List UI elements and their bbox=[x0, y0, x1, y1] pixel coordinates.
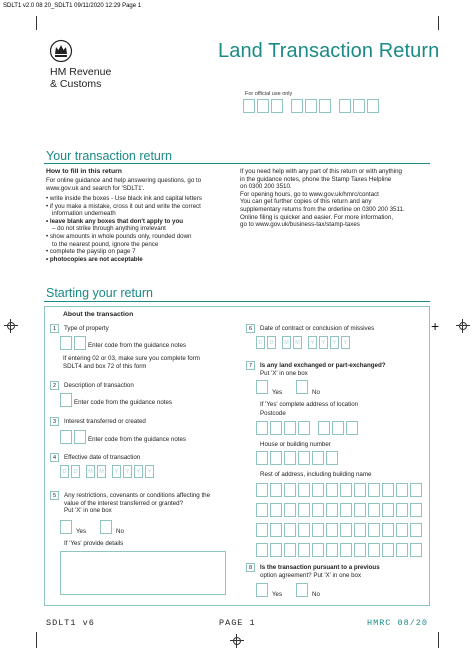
addr-box[interactable] bbox=[270, 543, 282, 557]
crop-mark-icon bbox=[4, 319, 18, 333]
q7-yes-label: Yes bbox=[272, 389, 283, 396]
q1-input-box[interactable] bbox=[74, 336, 86, 350]
addr-box[interactable] bbox=[410, 483, 422, 497]
q6-date-grid bbox=[256, 336, 350, 349]
q3-input-box[interactable] bbox=[60, 430, 72, 444]
postcode-boxes bbox=[256, 421, 358, 435]
trim-mark bbox=[438, 632, 439, 648]
date-cell[interactable]: D bbox=[71, 465, 80, 478]
instructions-list: • write inside the boxes - Use black ink and capital letters • if you make a mistake, cross it out and write the correct information underneath • leave blank any boxes that don't apply to you – do not strike through anything irrelevant • show amounts in whole pounds only, rounded down to the nearest pound, ignore the pence • complete the payslip on page 7 • photocopies are not acceptable bbox=[46, 195, 202, 263]
q8-no-box[interactable] bbox=[296, 583, 308, 597]
crop-mark-icon bbox=[230, 634, 244, 648]
date-cell[interactable]: D bbox=[60, 465, 69, 478]
date-cell[interactable]: M bbox=[86, 465, 95, 478]
q5-yes-box[interactable] bbox=[60, 520, 72, 534]
section-heading-your-return: Your transaction return bbox=[46, 149, 173, 163]
official-box[interactable] bbox=[243, 99, 255, 113]
plus-mark-icon: + bbox=[431, 318, 440, 334]
house-box[interactable] bbox=[270, 451, 282, 465]
q4-label: Effective date of transaction bbox=[64, 454, 141, 461]
question-number: 7 bbox=[246, 361, 255, 370]
addr-box[interactable] bbox=[270, 483, 282, 497]
official-use-boxes bbox=[243, 99, 379, 113]
addr-box[interactable] bbox=[354, 543, 366, 557]
addr-box[interactable] bbox=[284, 543, 296, 557]
official-box[interactable] bbox=[291, 99, 303, 113]
addr-box[interactable] bbox=[298, 483, 310, 497]
q1-note: If entering 02 or 03, make sure you complete form SDLT4 and box 72 of this form bbox=[63, 355, 200, 370]
q5-no-box[interactable] bbox=[100, 520, 112, 534]
section-rule bbox=[44, 163, 430, 164]
trim-mark bbox=[36, 632, 37, 648]
how-to-fill-heading: How to fill in this return bbox=[46, 168, 122, 175]
official-box[interactable] bbox=[257, 99, 269, 113]
section-heading-starting: Starting your return bbox=[46, 286, 153, 300]
footer-hmrc-date: HMRC 08/20 bbox=[367, 618, 429, 628]
addr-box[interactable] bbox=[396, 543, 408, 557]
postcode-box[interactable] bbox=[256, 421, 268, 435]
house-box[interactable] bbox=[312, 451, 324, 465]
addr-box[interactable] bbox=[368, 483, 380, 497]
date-cell[interactable]: D bbox=[256, 336, 265, 349]
q8-yes-box[interactable] bbox=[256, 583, 268, 597]
addr-box[interactable] bbox=[270, 523, 282, 537]
addr-box[interactable] bbox=[382, 503, 394, 517]
official-box[interactable] bbox=[319, 99, 331, 113]
addr-box[interactable] bbox=[256, 543, 268, 557]
question-number: 4 bbox=[50, 453, 59, 462]
trim-mark bbox=[36, 16, 37, 30]
house-box[interactable] bbox=[284, 451, 296, 465]
addr-box[interactable] bbox=[256, 503, 268, 517]
q7-ifyes-label: If 'Yes' complete address of location bbox=[260, 401, 359, 408]
q8-label: Is the transaction pursuant to a previous option agreement? Put 'X' in one box bbox=[260, 564, 380, 579]
address-row-1 bbox=[256, 483, 422, 497]
official-box[interactable] bbox=[271, 99, 283, 113]
q8-no-label: No bbox=[312, 591, 320, 598]
addr-box[interactable] bbox=[298, 543, 310, 557]
q1-label: Type of property bbox=[64, 325, 109, 332]
q2-input-box[interactable] bbox=[60, 393, 72, 407]
official-use-label: For official use only bbox=[245, 91, 293, 97]
rest-address-label: Rest of address, including building name bbox=[260, 471, 372, 478]
postcode-box[interactable] bbox=[284, 421, 296, 435]
trim-mark bbox=[438, 16, 439, 30]
date-cell[interactable]: Y bbox=[134, 465, 143, 478]
q3-hint: Enter code from the guidance notes bbox=[88, 436, 187, 443]
brand-line-2: & Customs bbox=[50, 78, 102, 90]
addr-box[interactable] bbox=[326, 483, 338, 497]
q8-yes-label: Yes bbox=[272, 591, 283, 598]
postcode-box[interactable] bbox=[346, 421, 358, 435]
official-box[interactable] bbox=[367, 99, 379, 113]
addr-box[interactable] bbox=[368, 523, 380, 537]
footer-form-version: SDLT1 v6 bbox=[46, 618, 95, 628]
addr-box[interactable] bbox=[396, 503, 408, 517]
house-box[interactable] bbox=[298, 451, 310, 465]
official-box[interactable] bbox=[353, 99, 365, 113]
brand-line-1: HM Revenue bbox=[50, 66, 112, 78]
official-box[interactable] bbox=[339, 99, 351, 113]
addr-box[interactable] bbox=[354, 523, 366, 537]
address-row-4 bbox=[256, 543, 422, 557]
date-cell[interactable]: M bbox=[282, 336, 291, 349]
addr-box[interactable] bbox=[298, 523, 310, 537]
addr-box[interactable] bbox=[298, 503, 310, 517]
q5-details-box[interactable] bbox=[60, 551, 226, 595]
question-number: 1 bbox=[50, 324, 59, 333]
addr-box[interactable] bbox=[354, 503, 366, 517]
q5-yes-label: Yes bbox=[76, 528, 87, 535]
addr-box[interactable] bbox=[340, 503, 352, 517]
date-cell[interactable]: Y bbox=[145, 465, 154, 478]
postcode-box[interactable] bbox=[318, 421, 330, 435]
date-cell[interactable]: Y bbox=[319, 336, 328, 349]
date-cell[interactable]: Y bbox=[112, 465, 121, 478]
about-heading: About the transaction bbox=[63, 311, 134, 318]
postcode-box[interactable] bbox=[332, 421, 344, 435]
q4-date-grid bbox=[60, 465, 154, 478]
q7-no-box[interactable] bbox=[296, 380, 308, 394]
addr-box[interactable] bbox=[284, 503, 296, 517]
addr-box[interactable] bbox=[354, 483, 366, 497]
q3-input-box[interactable] bbox=[74, 430, 86, 444]
postcode-box[interactable] bbox=[270, 421, 282, 435]
house-box[interactable] bbox=[326, 451, 338, 465]
form-title: Land Transaction Return bbox=[218, 40, 440, 62]
crop-mark-icon bbox=[456, 319, 470, 333]
q6-label: Date of contract or conclusion of missives bbox=[260, 325, 375, 332]
address-row-3 bbox=[256, 523, 422, 537]
brand-name bbox=[50, 66, 111, 90]
addr-box[interactable] bbox=[382, 523, 394, 537]
q7-no-label: No bbox=[312, 389, 320, 396]
q7-yes-box[interactable] bbox=[256, 380, 268, 394]
question-number: 8 bbox=[246, 563, 255, 572]
q5-label: Any restrictions, covenants or conditions affecting the value of the interest transferred or granted? Put 'X' in one box bbox=[64, 492, 211, 515]
addr-box[interactable] bbox=[312, 503, 324, 517]
date-cell[interactable]: Y bbox=[308, 336, 317, 349]
q5-no-label: No bbox=[116, 528, 124, 535]
addr-box[interactable] bbox=[410, 523, 422, 537]
date-cell[interactable]: M bbox=[293, 336, 302, 349]
postcode-box[interactable] bbox=[298, 421, 310, 435]
help-text: If you need help with any part of this return or with anything in the guidance notes, phone the Stamp Taxes Helpline on 0300 200 3510. For opening hours, go to www.gov.uk/hmrc/contact You can get further copies of this return and any supplementary returns from the orderline on 0300 200 3511. Online filing is quicker and easier. For more information, go to www.gov.uk/business-tax/stamp-taxes bbox=[240, 168, 405, 229]
addr-box[interactable] bbox=[340, 483, 352, 497]
date-cell[interactable]: Y bbox=[330, 336, 339, 349]
house-box[interactable] bbox=[256, 451, 268, 465]
addr-box[interactable] bbox=[382, 483, 394, 497]
addr-box[interactable] bbox=[340, 543, 352, 557]
q1-input-box[interactable] bbox=[60, 336, 72, 350]
q2-label: Description of transaction bbox=[64, 382, 134, 389]
addr-box[interactable] bbox=[410, 543, 422, 557]
addr-box[interactable] bbox=[326, 503, 338, 517]
addr-box[interactable] bbox=[396, 523, 408, 537]
addr-box[interactable] bbox=[270, 503, 282, 517]
house-number-boxes bbox=[256, 451, 338, 465]
print-header-bar: SDLT1 v2.0 08 20_SDLT1 09/11/2020 12:29 Page 1 bbox=[3, 3, 142, 9]
official-box[interactable] bbox=[305, 99, 317, 113]
addr-box[interactable] bbox=[410, 503, 422, 517]
date-cell[interactable]: M bbox=[97, 465, 106, 478]
addr-box[interactable] bbox=[256, 523, 268, 537]
addr-box[interactable] bbox=[326, 523, 338, 537]
addr-box[interactable] bbox=[312, 523, 324, 537]
footer-page-number: PAGE 1 bbox=[219, 618, 256, 628]
question-number: 3 bbox=[50, 417, 59, 426]
question-number: 6 bbox=[246, 324, 255, 333]
addr-box[interactable] bbox=[284, 483, 296, 497]
addr-box[interactable] bbox=[312, 483, 324, 497]
postcode-label: Postcode bbox=[260, 410, 286, 417]
addr-box[interactable] bbox=[284, 523, 296, 537]
addr-box[interactable] bbox=[256, 483, 268, 497]
q3-label: Interest transferred or created bbox=[64, 418, 146, 425]
addr-box[interactable] bbox=[368, 543, 380, 557]
addr-box[interactable] bbox=[396, 483, 408, 497]
q5-ifyes-label: If 'Yes' provide details bbox=[64, 540, 124, 547]
addr-box[interactable] bbox=[340, 523, 352, 537]
crown-crest-icon bbox=[49, 38, 73, 64]
addr-box[interactable] bbox=[326, 543, 338, 557]
date-cell[interactable]: Y bbox=[341, 336, 350, 349]
intro-text: For online guidance and help answering questions, go to www.gov.uk and search for 'SDLT1'. bbox=[46, 177, 202, 192]
question-number: 2 bbox=[50, 381, 59, 390]
q7-label: Is any land exchanged or part-exchanged? Put 'X' in one box bbox=[260, 362, 386, 377]
addr-box[interactable] bbox=[312, 543, 324, 557]
addr-box[interactable] bbox=[368, 503, 380, 517]
section-rule bbox=[44, 301, 430, 302]
q1-hint: Enter code from the guidance notes bbox=[88, 342, 187, 349]
date-cell[interactable]: Y bbox=[123, 465, 132, 478]
house-number-label: House or building number bbox=[260, 441, 331, 448]
date-cell[interactable]: D bbox=[267, 336, 276, 349]
addr-box[interactable] bbox=[382, 543, 394, 557]
question-number: 5 bbox=[50, 491, 59, 500]
address-row-2 bbox=[256, 503, 422, 517]
q2-hint: Enter code from the guidance notes bbox=[74, 399, 173, 406]
